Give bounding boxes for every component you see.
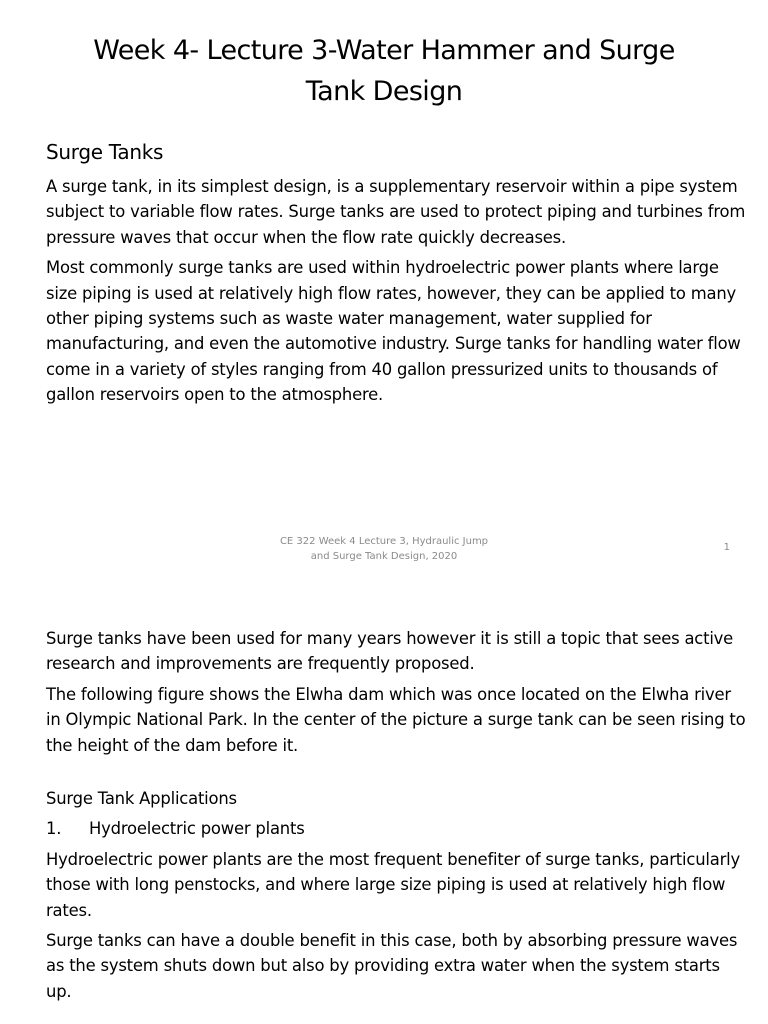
- list-item: [46, 816, 746, 841]
- paragraph: Hydroelectric power plants are the most frequent benefiter of surge tanks, particularly those with long penstocks, and where large size piping is used at relatively high flow rates.: [46, 849, 740, 920]
- slide-footer: [234, 534, 534, 564]
- footer-line-2: and Surge Tank Design, 2020: [310, 551, 458, 562]
- list-item-text: Hydroelectric power plants: [89, 819, 305, 839]
- paragraph: A surge tank, in its simplest design, is a supplementary reservoir within a pipe system subject to variable flow rates. Surge tanks are used to protect piping and turbines from pressure waves that occur when the flow rate quickly decreases.: [46, 177, 746, 247]
- slide-title-line-1: Week 4- Lecture 3-Water Hammer and Surge: [93, 35, 675, 66]
- paragraph: Surge tanks have been used for many years however it is still a topic that sees active research and improvements are frequently proposed.: [46, 629, 734, 674]
- paragraph: The following figure shows the Elwha dam which was once located on the Elwha river in Olympic National Park. In the center of the picture a surge tank can be seen rising to the height of the dam before it.: [46, 684, 746, 755]
- section-heading-surge-tanks: Surge Tanks: [46, 140, 164, 164]
- slide-2: [0, 580, 768, 1024]
- applications-heading: Surge Tank Applications: [46, 789, 237, 809]
- slide-2-body: [46, 626, 746, 1009]
- list-item-number: 1.: [46, 819, 62, 839]
- footer-line-1: CE 322 Week 4 Lecture 3, Hydraulic Jump: [279, 536, 489, 547]
- slide-1-body: [46, 174, 746, 413]
- paragraph: Surge tanks can have a double benefit in this case, both by absorbing pressure waves as the system shuts down but also by providing extra water when the system starts up.: [46, 931, 738, 1001]
- page-number: 1: [723, 542, 730, 553]
- slide-title-line-2: Tank Design: [305, 76, 463, 107]
- paragraph: Most commonly surge tanks are used within hydroelectric power plants where large size piping is used at relatively high flow rates, however, they can be applied to many other piping systems such as waste water management, water supplied for manufacturing, and even the automotive industry. Surge tanks for handling water flow come in a variety of styles ranging from 40 gallon pressurized units to thousands of gallon reservoirs open to the atmosphere.: [46, 258, 741, 405]
- slide-title: [40, 30, 728, 112]
